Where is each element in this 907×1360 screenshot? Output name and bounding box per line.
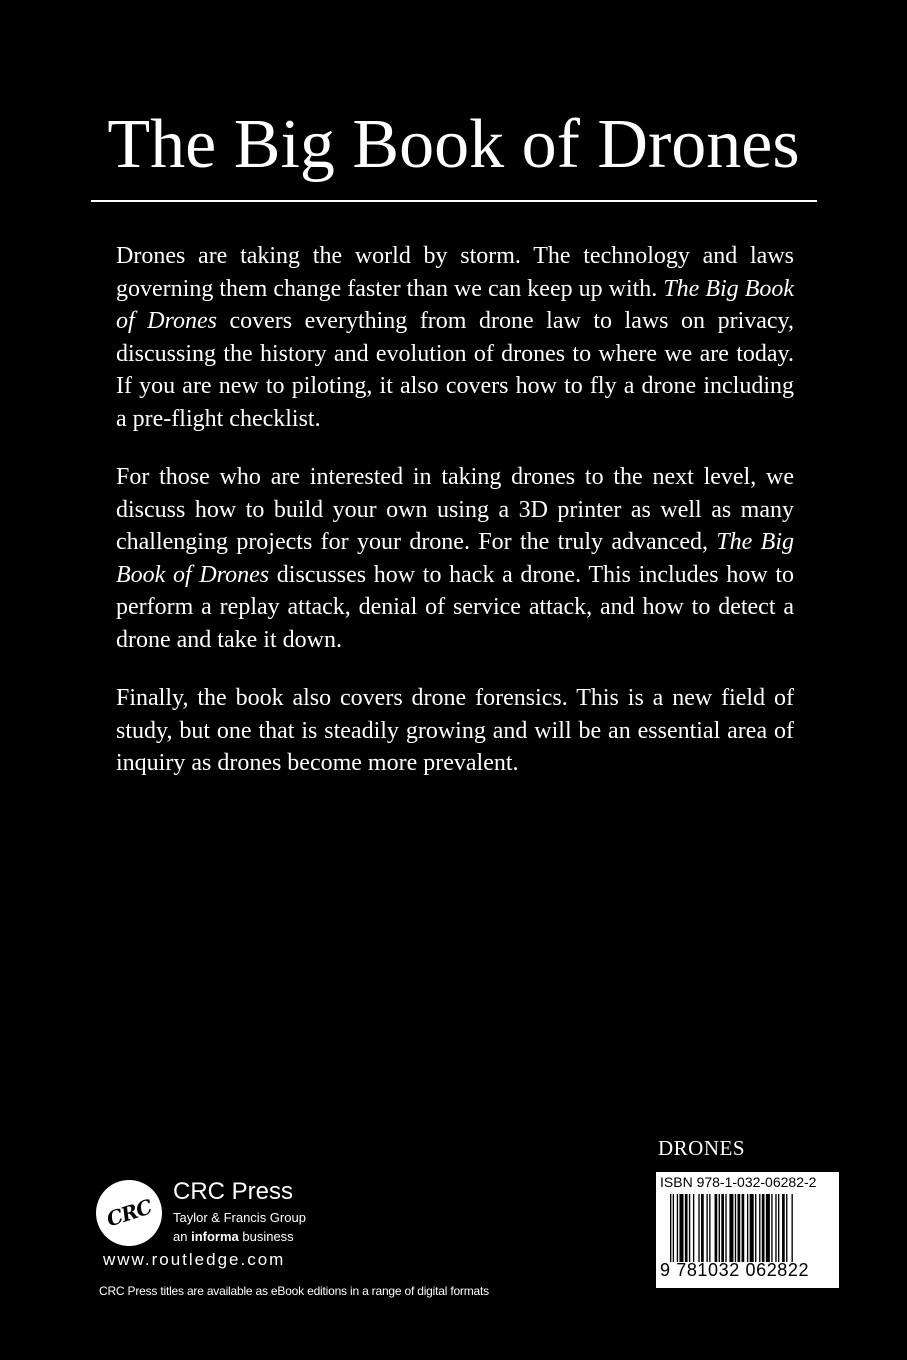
title-divider	[91, 200, 817, 202]
publisher-website[interactable]: www.routledge.com	[103, 1250, 286, 1269]
blurb-paragraph-3: Finally, the book also covers drone forensics. This is a new field of study, but one that is steadily growing and will be an essential area of inquiry as drones become more prevalent.	[116, 685, 794, 776]
subject-category: DRONES	[658, 1136, 746, 1160]
back-cover-blurb	[116, 240, 794, 806]
publisher-business: an informa business	[173, 1229, 294, 1244]
publisher-name: CRC Press	[173, 1178, 294, 1205]
barcode-bars	[670, 1194, 834, 1262]
crc-logo-text: CRC	[103, 1194, 155, 1232]
crc-logo	[96, 1180, 162, 1246]
isbn-barcode	[656, 1172, 839, 1288]
publisher-group: Taylor & Francis Group	[173, 1210, 306, 1225]
blurb-paragraph-1: Drones are taking the world by storm. The technology and laws governing them change faster than we can keep up with. The Big Book of Drones covers everything from drone law to laws on privacy, discussing the history and evolution of drones to where we are today. If you are new to piloting, it also covers how to fly a drone including a pre-flight checklist.	[116, 243, 795, 432]
ebook-availability-note: CRC Press titles are available as eBook editions in a range of digital formats	[99, 1284, 489, 1298]
ean-digits: 9 781032 062822	[660, 1260, 810, 1280]
book-title: The Big Book of Drones	[107, 106, 800, 183]
isbn-label: ISBN 978-1-032-06282-2	[660, 1174, 817, 1190]
blurb-paragraph-2: For those who are interested in taking drones to the next level, we discuss how to build your own using a 3D printer as well as many challenging projects for your drone. For the truly advanced, The Big Book of Drones discusses how to hack a drone. This includes how to perform a replay attack, denial of service attack, and how to detect a drone and take it down.	[116, 464, 795, 653]
